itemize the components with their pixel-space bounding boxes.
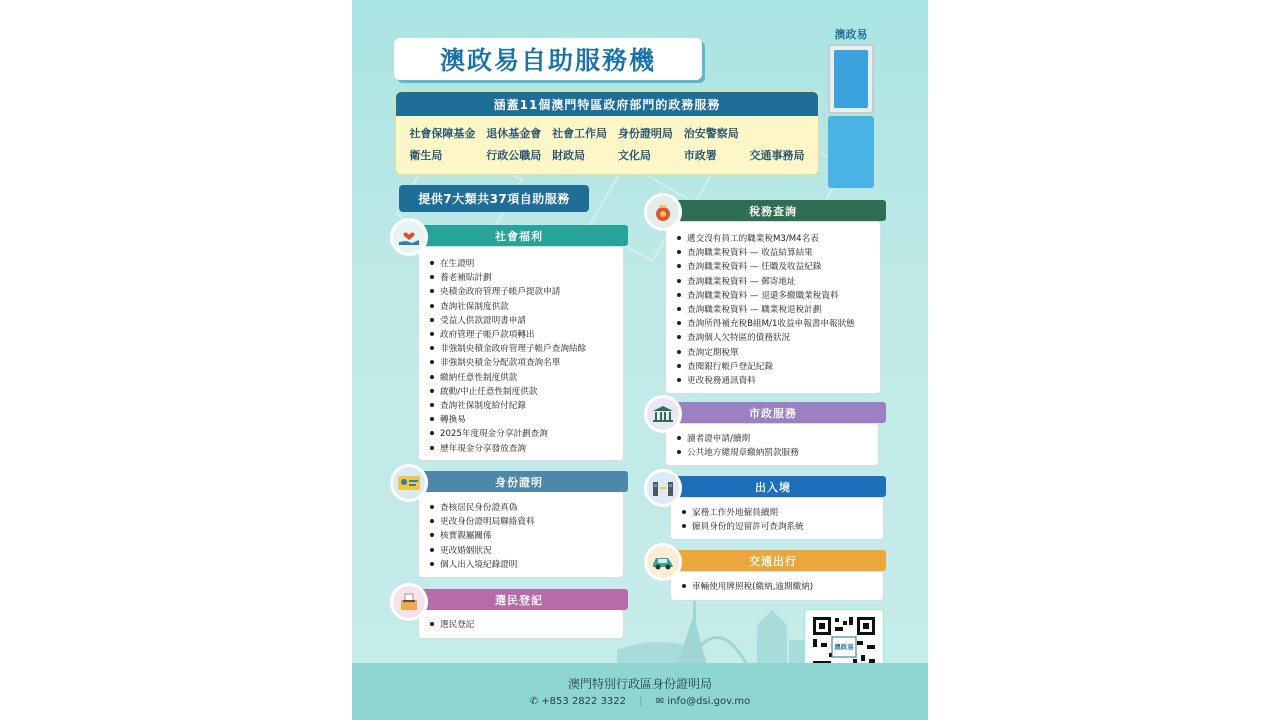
poster	[352, 0, 928, 720]
coverage-panel	[395, 91, 819, 175]
category-header: 身份證明	[410, 471, 628, 492]
service-item[interactable]: 更改婚姻狀況	[430, 543, 623, 557]
category-header: 出入境	[660, 476, 886, 497]
service-list	[671, 572, 883, 593]
department-item: 治安警察局	[683, 127, 739, 140]
service-item[interactable]: 查詢社保制度供款	[430, 299, 623, 313]
kiosk-base	[828, 116, 874, 188]
category-header: 市政服務	[660, 402, 886, 423]
service-item[interactable]: 2025年度現金分享計劃查詢	[430, 426, 623, 440]
service-item[interactable]: 家務工作外地僱員續期	[682, 505, 883, 519]
service-item[interactable]: 轉換易	[430, 412, 623, 426]
service-list	[666, 222, 880, 387]
service-list	[666, 424, 878, 459]
service-item[interactable]: 啟動/中止任意性制度供款	[430, 384, 623, 398]
kiosk-label: 澳政易	[834, 28, 868, 41]
department-item: 衛生局	[409, 149, 443, 162]
email-address[interactable]: info@dsi.gov.mo	[667, 696, 751, 707]
department-item: 身份證明局	[617, 127, 673, 140]
service-item[interactable]: 查詢職業稅資料 — 任職及收益紀錄	[677, 259, 880, 273]
category-body	[418, 246, 624, 461]
service-item[interactable]: 查詢職業稅資料 — 職業稅退稅計劃	[677, 302, 880, 316]
service-list	[419, 491, 623, 571]
service-item[interactable]: 查詢職業稅資料 — 收益結算結果	[677, 245, 880, 259]
category-header: 選民登記	[410, 589, 628, 610]
service-item[interactable]: 更改身份證明局聯絡資料	[430, 514, 623, 528]
department-item: 退休基金會	[486, 127, 542, 140]
divider: |	[639, 696, 643, 707]
kiosk-screen	[834, 50, 868, 108]
department-item: 文化局	[617, 149, 651, 162]
service-item[interactable]: 在生證明	[430, 256, 623, 270]
service-item[interactable]: 繳納任意性制度供款	[430, 370, 623, 384]
contact-line	[352, 696, 928, 707]
department-item: 交通事務局	[749, 149, 805, 162]
category-header: 稅務查詢	[660, 200, 886, 221]
building-icon	[644, 395, 682, 433]
qr-center-label: 澳政易	[834, 643, 854, 651]
category-body	[418, 490, 624, 578]
category-body	[665, 423, 879, 466]
service-item[interactable]: 查詢職業稅資料 — 退還多繳職業稅資料	[677, 288, 880, 302]
title-box	[394, 38, 702, 80]
macau-skyline-graphic	[617, 590, 817, 665]
service-item[interactable]: 查詢職業稅資料 — 郵寄地址	[677, 274, 880, 288]
service-item[interactable]: 查閱銀行帳戶登記紀錄	[677, 359, 880, 373]
department-item: 市政署	[683, 149, 717, 162]
service-item[interactable]: 僱員身份的逗留許可查詢系統	[682, 519, 883, 533]
service-item[interactable]: 遞交沒有員工的職業稅M3/M4名表	[677, 231, 880, 245]
category-header: 社會福利	[410, 225, 628, 246]
money-bag-icon	[644, 193, 682, 231]
service-item[interactable]: 核實親屬關係	[430, 528, 623, 542]
department-item: 社會保障基金	[409, 127, 476, 140]
department-item: 財政局	[552, 149, 586, 162]
service-item[interactable]: 查詢個人欠特區的債務狀況	[677, 330, 880, 344]
service-item[interactable]: 讀者證申請/續期	[677, 431, 878, 445]
service-list	[419, 247, 623, 455]
department-item: 行政公職局	[486, 149, 542, 162]
service-item[interactable]: 央積金政府管理子帳戶提款申請	[430, 284, 623, 298]
car-icon	[644, 543, 682, 581]
service-item[interactable]: 非強制央積金政府管理子帳戶查詢結餘	[430, 341, 623, 355]
department-item: 社會工作局	[552, 127, 608, 140]
ballot-box-icon	[390, 583, 428, 621]
department-list	[396, 116, 818, 163]
category-body	[418, 609, 624, 639]
service-item[interactable]: 非強制央積金分配款項查詢名單	[430, 355, 623, 369]
service-item[interactable]: 養老補貼計劃	[430, 270, 623, 284]
category-body	[665, 221, 881, 394]
category-body	[670, 497, 884, 540]
kiosk-body	[828, 44, 874, 114]
border-gate-icon	[644, 469, 682, 507]
service-list	[419, 610, 623, 631]
service-item[interactable]: 個人出入境紀錄證明	[430, 557, 623, 571]
organization-name: 澳門特別行政區身份證明局	[567, 677, 712, 691]
service-item[interactable]: 公共地方總規章繳納罰款服務	[677, 445, 878, 459]
service-item[interactable]: 更改稅務通訊資料	[677, 373, 880, 387]
coverage-heading: 涵蓋11個澳門特區政府部門的政務服務	[396, 92, 818, 116]
service-item[interactable]: 查核居民身份證真偽	[430, 500, 623, 514]
page-title: 澳政易自助服務機	[439, 46, 656, 75]
service-item[interactable]: 歷年現金分享發放查詢	[430, 440, 623, 454]
services-banner: 提供7大類共37項自助服務	[399, 185, 589, 212]
phone-icon: ✆	[529, 696, 539, 707]
email-icon: ✉	[655, 696, 665, 707]
service-item[interactable]: 查詢社保制度給付紀錄	[430, 398, 623, 412]
phone-number[interactable]: +853 2822 3322	[541, 696, 627, 707]
footer	[352, 663, 928, 720]
department-item	[750, 125, 805, 141]
service-item[interactable]: 政府管理子帳戶款項轉出	[430, 327, 623, 341]
category-body	[670, 571, 884, 601]
service-item[interactable]: 查詢定期稅單	[677, 345, 880, 359]
service-item[interactable]: 選民登記	[430, 617, 623, 631]
id-card-icon	[390, 464, 428, 502]
kiosk-illustration	[828, 28, 874, 188]
welfare-icon	[390, 218, 428, 256]
category-header: 交通出行	[660, 550, 886, 571]
service-item[interactable]: 受益人供款證明書申請	[430, 313, 623, 327]
service-item[interactable]: 查詢所得補充稅B組M/1收益申報書申報狀態	[677, 316, 880, 330]
service-list	[671, 498, 883, 533]
service-item[interactable]: 車輛使用牌照稅(繳納,逾期繳納)	[682, 579, 883, 593]
